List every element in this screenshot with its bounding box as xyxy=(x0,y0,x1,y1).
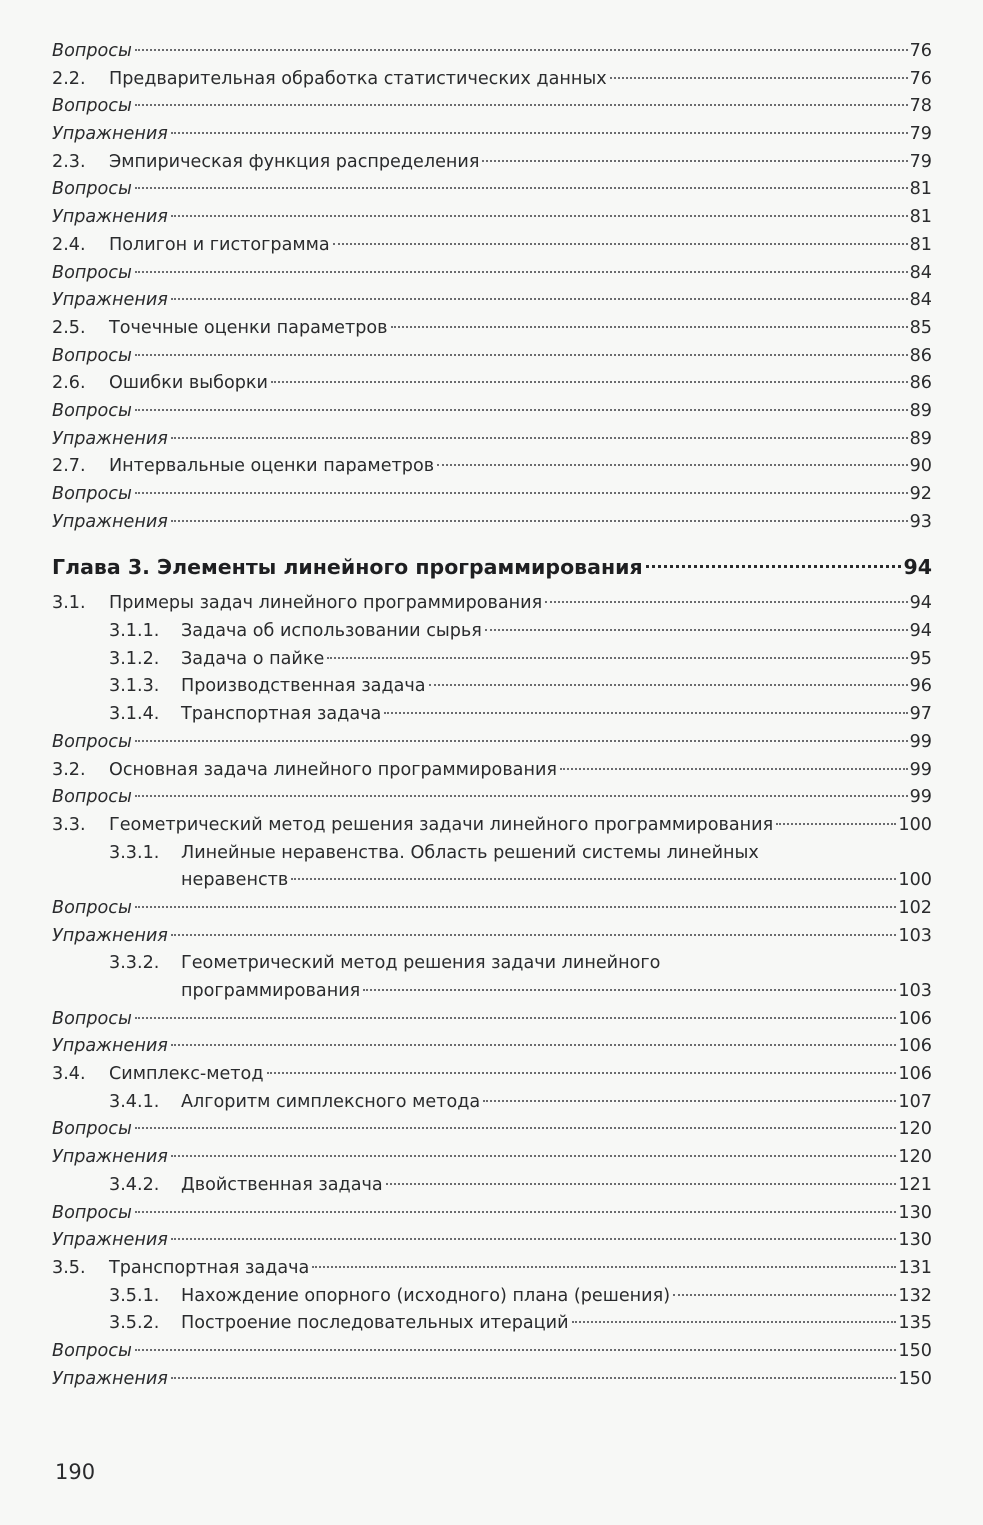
toc-entry xyxy=(52,232,932,260)
entry-page: 94 xyxy=(909,593,932,614)
dot-leader xyxy=(171,1044,897,1046)
toc-entry xyxy=(52,1172,932,1200)
entry-title: Упражнения xyxy=(52,511,168,532)
entry-page: 93 xyxy=(909,511,932,532)
entry-title: Эмпирическая функция распределения xyxy=(109,151,480,172)
toc-entry xyxy=(52,895,932,923)
toc-entry xyxy=(52,673,932,701)
dot-leader xyxy=(135,1127,897,1129)
entry-page: 150 xyxy=(898,1368,932,1389)
entry-number: 3.4.1. xyxy=(109,1091,160,1112)
entry-number: 3.1.2. xyxy=(109,648,160,669)
entry-title: Линейные неравенства. Область решений системы линейных xyxy=(181,842,759,863)
toc-entry xyxy=(52,260,932,288)
dot-leader xyxy=(135,740,908,742)
entry-title: Вопросы xyxy=(52,1008,132,1029)
dot-leader xyxy=(171,520,908,522)
toc-entry xyxy=(52,701,932,729)
toc-entry xyxy=(52,149,932,177)
entry-page: 120 xyxy=(898,1147,932,1168)
toc-entry xyxy=(52,121,932,149)
toc-entry xyxy=(52,204,932,232)
dot-leader xyxy=(384,712,907,714)
dot-leader xyxy=(271,381,908,383)
entry-page: 100 xyxy=(898,870,932,891)
entry-number: 2.7. xyxy=(52,456,86,477)
entry-title: Вопросы xyxy=(52,400,132,421)
entry-title: Вопросы xyxy=(52,41,132,61)
entry-number: 2.4. xyxy=(52,234,86,255)
entry-page: 106 xyxy=(898,1036,932,1057)
toc-entry xyxy=(52,812,932,840)
entry-page: 89 xyxy=(909,400,932,421)
entry-number: 2.2. xyxy=(52,68,86,89)
entry-page: 102 xyxy=(898,897,932,918)
dot-leader xyxy=(560,768,908,770)
entry-title: Вопросы xyxy=(52,262,132,283)
toc-entry xyxy=(52,426,932,454)
entry-number: 3.3.1. xyxy=(109,842,160,863)
entry-title: Вопросы xyxy=(52,96,132,117)
entry-title: Нахождение опорного (исходного) плана (решения) xyxy=(181,1285,671,1306)
entry-page: 130 xyxy=(898,1202,932,1223)
entry-page: 97 xyxy=(909,704,932,725)
entry-page: 84 xyxy=(909,262,932,283)
entry-title: Геометрический метод решения задачи линейного xyxy=(181,953,661,974)
entry-title: Примеры задач линейного программирования xyxy=(109,593,543,614)
entry-page: 81 xyxy=(909,207,932,228)
entry-title: Вопросы xyxy=(52,484,132,504)
entry-page: 131 xyxy=(898,1257,932,1278)
dot-leader xyxy=(267,1072,897,1074)
entry-title: Вопросы xyxy=(52,345,132,366)
entry-title: Упражнения xyxy=(52,1147,168,1168)
toc-entry xyxy=(52,1283,932,1311)
toc-entry xyxy=(52,950,932,978)
dot-leader xyxy=(135,1349,897,1351)
entry-title: Упражнения xyxy=(52,1368,168,1389)
toc-entry xyxy=(52,1061,932,1089)
entry-title: Построение последовательных итераций xyxy=(181,1313,569,1334)
entry-page: 100 xyxy=(898,814,932,835)
entry-page: 85 xyxy=(909,317,932,338)
entry-page: 86 xyxy=(909,373,932,394)
dot-leader xyxy=(545,601,907,603)
dot-leader xyxy=(135,906,897,908)
entry-page: 96 xyxy=(909,676,932,697)
toc-entry xyxy=(52,1310,932,1338)
dot-leader xyxy=(327,657,907,659)
dot-leader xyxy=(135,49,908,51)
toc-entry xyxy=(52,1033,932,1061)
entry-title: Упражнения xyxy=(52,428,168,449)
dot-leader xyxy=(572,1321,897,1323)
entry-page: 94 xyxy=(909,621,932,642)
dot-leader xyxy=(646,565,902,568)
entry-number: 3.1.1. xyxy=(109,621,160,642)
toc-entry xyxy=(52,287,932,315)
entry-page: 106 xyxy=(898,1064,932,1085)
dot-leader xyxy=(135,104,908,106)
dot-leader xyxy=(776,823,896,825)
entry-title: Двойственная задача xyxy=(181,1174,383,1195)
toc-entry xyxy=(52,784,932,812)
toc-entry xyxy=(52,93,932,121)
dot-leader xyxy=(135,1017,897,1019)
entry-number: 3.2. xyxy=(52,759,86,780)
entry-page: 99 xyxy=(909,731,932,752)
dot-leader xyxy=(171,132,908,134)
entry-title: Глава 3. Элементы линейного программирования xyxy=(52,555,643,580)
entry-page: 76 xyxy=(909,41,932,61)
dot-leader xyxy=(482,160,907,162)
entry-title: Задача о пайке xyxy=(181,648,325,669)
toc-entry xyxy=(52,757,932,785)
entry-page: 81 xyxy=(909,234,932,255)
dot-leader xyxy=(135,1211,897,1213)
toc-entry xyxy=(52,453,932,481)
entry-page: 103 xyxy=(898,925,932,946)
entry-title: Упражнения xyxy=(52,290,168,311)
dot-leader xyxy=(483,1100,896,1102)
entry-number: 3.5.1. xyxy=(109,1285,160,1306)
dot-leader xyxy=(391,326,908,328)
entry-title: Вопросы xyxy=(52,1202,132,1223)
entry-title: Задача об использовании сырья xyxy=(181,621,482,642)
entry-page: 94 xyxy=(903,555,932,580)
entry-page: 86 xyxy=(909,345,932,366)
entry-title: Вопросы xyxy=(52,179,132,200)
entry-page: 76 xyxy=(909,68,932,89)
entry-page: 120 xyxy=(898,1119,932,1140)
entry-title-continued: неравенств xyxy=(181,870,289,891)
entry-title: Полигон и гистограмма xyxy=(109,234,330,255)
toc-entry xyxy=(52,509,932,537)
toc-entry xyxy=(52,1366,932,1394)
dot-leader xyxy=(291,878,896,880)
toc-entry xyxy=(52,315,932,343)
entry-page: 106 xyxy=(898,1008,932,1029)
toc-entry xyxy=(52,1116,932,1144)
toc-entry xyxy=(52,481,932,509)
entry-page: 79 xyxy=(909,124,932,145)
dot-leader xyxy=(135,492,908,494)
entry-title: Вопросы xyxy=(52,731,132,752)
toc-entry xyxy=(52,370,932,398)
entry-title: Симплекс-метод xyxy=(109,1064,264,1085)
entry-page: 99 xyxy=(909,759,932,780)
entry-title: Алгоритм симплексного метода xyxy=(181,1091,481,1112)
entry-page: 121 xyxy=(898,1174,932,1195)
entry-page: 92 xyxy=(909,484,932,504)
entry-title: Интервальные оценки параметров xyxy=(109,456,435,477)
entry-title: Вопросы xyxy=(52,1340,132,1361)
dot-leader xyxy=(429,684,908,686)
entry-page: 95 xyxy=(909,648,932,669)
entry-title: Транспортная задача xyxy=(109,1257,310,1278)
entry-title: Точечные оценки параметров xyxy=(109,317,388,338)
entry-page: 79 xyxy=(909,151,932,172)
dot-leader xyxy=(171,1238,897,1240)
entry-title: Упражнения xyxy=(52,1036,168,1057)
dot-leader xyxy=(610,77,908,79)
toc-entry xyxy=(52,590,932,618)
dot-leader xyxy=(135,354,908,356)
entry-number: 2.5. xyxy=(52,317,86,338)
entry-title: Упражнения xyxy=(52,124,168,145)
entry-title: Вопросы xyxy=(52,1119,132,1140)
toc-entry-continuation xyxy=(52,867,932,895)
entry-page: 81 xyxy=(909,179,932,200)
entry-page: 130 xyxy=(898,1230,932,1251)
dot-leader xyxy=(171,298,908,300)
toc-entry xyxy=(52,840,932,868)
dot-leader xyxy=(171,1377,897,1379)
toc-entry xyxy=(52,646,932,674)
entry-title: Транспортная задача xyxy=(181,704,382,725)
dot-leader xyxy=(673,1294,896,1296)
dot-leader xyxy=(312,1266,896,1268)
entry-title: Основная задача линейного программирования xyxy=(109,759,557,780)
dot-leader xyxy=(135,795,908,797)
entry-title: Предварительная обработка статистических данных xyxy=(109,68,607,89)
entry-title: Упражнения xyxy=(52,925,168,946)
dot-leader xyxy=(171,1155,897,1157)
entry-page: 132 xyxy=(898,1285,932,1306)
toc-entry-continuation xyxy=(52,978,932,1006)
entry-number: 2.6. xyxy=(52,373,86,394)
entry-title: Ошибки выборки xyxy=(109,373,268,394)
entry-number: 3.3.2. xyxy=(109,953,160,974)
toc-entry xyxy=(52,729,932,757)
toc-entry xyxy=(52,398,932,426)
dot-leader xyxy=(171,437,908,439)
entry-page: 107 xyxy=(898,1091,932,1112)
entry-title: Вопросы xyxy=(52,787,132,808)
entry-number: 3.5.2. xyxy=(109,1313,160,1334)
table-of-contents xyxy=(52,38,932,1393)
toc-entry xyxy=(52,618,932,646)
entry-title: Упражнения xyxy=(52,1230,168,1251)
dot-leader xyxy=(333,243,908,245)
toc-entry xyxy=(52,343,932,371)
toc-entry xyxy=(52,1227,932,1255)
entry-page: 99 xyxy=(909,787,932,808)
toc-entry xyxy=(52,1089,932,1117)
entry-page: 84 xyxy=(909,290,932,311)
entry-title: Вопросы xyxy=(52,897,132,918)
dot-leader xyxy=(363,989,896,991)
toc-entry xyxy=(52,923,932,951)
dot-leader xyxy=(171,934,897,936)
entry-page: 78 xyxy=(909,96,932,117)
toc-entry xyxy=(52,1200,932,1228)
entry-page: 135 xyxy=(898,1313,932,1334)
dot-leader xyxy=(171,215,908,217)
chapter-heading xyxy=(52,548,932,586)
entry-number: 2.3. xyxy=(52,151,86,172)
entry-number: 3.1. xyxy=(52,593,86,614)
entry-number: 3.1.4. xyxy=(109,704,160,725)
entry-page: 150 xyxy=(898,1340,932,1361)
toc-entry xyxy=(52,1144,932,1172)
toc-entry xyxy=(52,1006,932,1034)
page-number: 190 xyxy=(55,1460,96,1484)
toc-entry xyxy=(52,66,932,94)
entry-number: 3.4.2. xyxy=(109,1174,160,1195)
dot-leader xyxy=(485,629,908,631)
entry-number: 3.3. xyxy=(52,814,86,835)
dot-leader xyxy=(437,464,908,466)
dot-leader xyxy=(386,1183,897,1185)
entry-title-continued: программирования xyxy=(181,981,361,1001)
entry-number: 3.5. xyxy=(52,1257,86,1278)
toc-entry xyxy=(52,176,932,204)
dot-leader xyxy=(135,271,908,273)
entry-page: 103 xyxy=(898,981,932,1001)
toc-entry xyxy=(52,1255,932,1283)
entry-title: Упражнения xyxy=(52,207,168,228)
entry-title: Геометрический метод решения задачи линейного программирования xyxy=(109,814,774,835)
entry-number: 3.1.3. xyxy=(109,676,160,697)
entry-page: 89 xyxy=(909,428,932,449)
dot-leader xyxy=(135,409,908,411)
entry-number: 3.4. xyxy=(52,1064,86,1085)
toc-entry xyxy=(52,1338,932,1366)
entry-title: Производственная задача xyxy=(181,676,426,697)
dot-leader xyxy=(135,187,908,189)
toc-entry xyxy=(52,38,932,66)
entry-page: 90 xyxy=(909,456,932,477)
